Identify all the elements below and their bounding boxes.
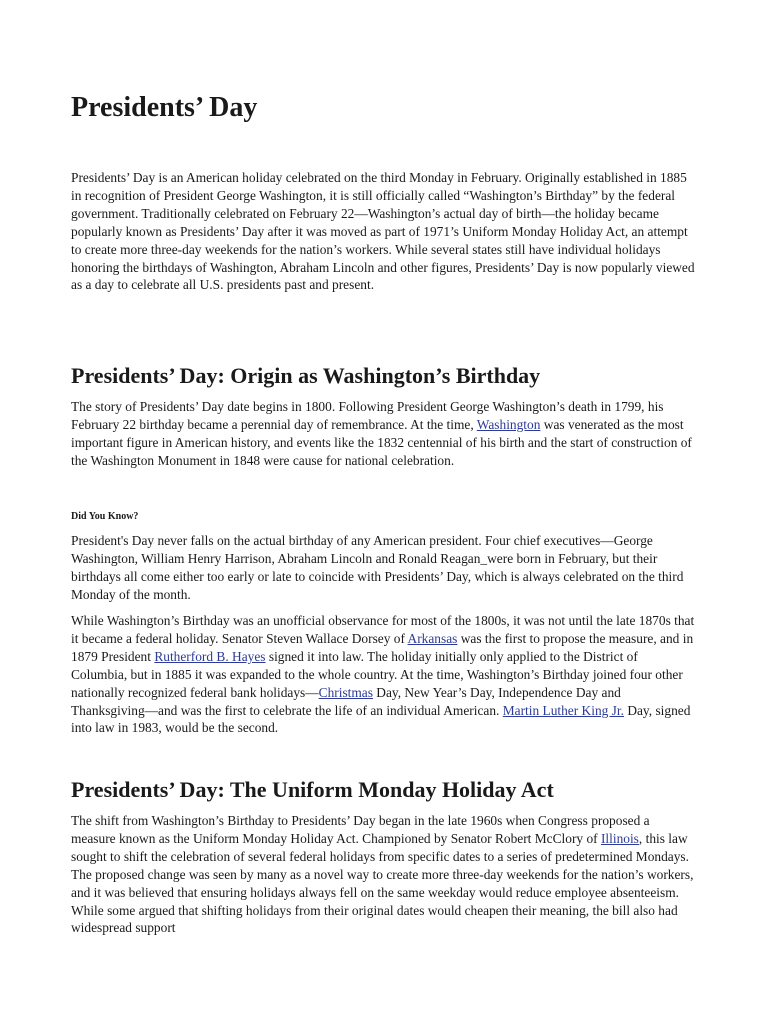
section-heading-origin: Presidents’ Day: Origin as Washington’s Birthday: [71, 363, 541, 388]
paragraph-text: Day, New Year’s Day, Independence Day and Thanksgiving—and was the first to celebrate the life of an individual American.: [71, 684, 621, 718]
paragraph-text: While Washington’s Birthday was an unofficial observance for most of the 1800s, it was not until the late 1870s that it became a federal holiday. Senator Steven Wallace Dorsey of: [71, 613, 695, 646]
did-you-know-label: Did You Know?: [71, 511, 139, 522]
uniform-monday-paragraph: [71, 812, 696, 937]
paragraph-text: was venerated as the most important figure in American history, and events like the 1832 centennial of his birth and the start of construction of the Washington Monument in 1848 were cause for national celebration.: [71, 416, 692, 468]
paragraph-text: Day, signed into law in 1983, would be the second.: [71, 702, 691, 736]
washington-link[interactable]: Washington: [476, 416, 541, 432]
rutherford-b-hayes-link[interactable]: Rutherford B. Hayes: [154, 648, 266, 664]
intro-paragraph: Presidents’ Day is an American holiday celebrated on the third Monday in February. Originally established in 1885 in recognition of President George Washington, it is still officially called “Washington’s Birthday” by the federal government. Traditionally celebrated on February 22—Washington’s actual day of birth—the holiday became popularly known as Presidents’ Day after it was moved as part of 1971’s Uniform Monday Holiday Act, an attempt to create more three-day weekends for the nation’s workers. While several states still have individual holidays honoring the birthdays of Washington, Abraham Lincoln and other figures, Presidents’ Day is now popularly viewed as a day to celebrate all U.S. presidents past and present.: [71, 170, 695, 293]
section-heading-uniform-monday: Presidents’ Day: The Uniform Monday Holiday Act: [71, 777, 554, 802]
paragraph-text: , this law sought to shift the celebration of several federal holidays from specific dates to a series of predetermined Mondays. The proposed change was seen by many as a novel way to create more three-day weekends for the nation’s workers, and it was believed that ensuring holidays always fell on the same weekday would reduce employee absenteeism. While some argued that shifting holidays from their original dates would cheapen their meaning, the bill also had widespread support: [71, 830, 694, 936]
martin-luther-king-jr-link[interactable]: Martin Luther King Jr.: [502, 702, 624, 718]
paragraph-text: was the first to propose the measure, and in 1879 President: [71, 630, 694, 664]
paragraph-text: The shift from Washington’s Birthday to Presidents’ Day began in the late 1960s when Congress proposed a measure known as the Uniform Monday Holiday Act. Championed by Senator Robert McClory of: [71, 813, 650, 846]
origin-paragraph: [71, 398, 696, 470]
christmas-link[interactable]: Christmas: [318, 684, 373, 700]
illinois-link[interactable]: Illinois: [600, 830, 639, 846]
did-you-know-paragraph: President's Day never falls on the actual birthday of any American president. Four chief executives—George Washington, William Henry Harrison, Abraham Lincoln and Ronald Reagan_were born in February, but their birthdays all come either too early or late to coincide with Presidents’ Day, which is always celebrated on the third Monday of the month.: [71, 533, 684, 602]
paragraph-text: The story of Presidents’ Day date begins in 1800. Following President George Washington’s death in 1799, his February 22 birthday became a perennial day of remembrance. At the time,: [71, 399, 664, 432]
page-title: Presidents’ Day: [71, 92, 258, 123]
federal-holiday-paragraph: [71, 612, 696, 737]
paragraph-text: signed it into law. The holiday initially only applied to the District of Columbia, but in 1885 it was expanded to the whole country. At the time, Washington’s Birthday joined four other nationally recognized federal bank holidays—: [71, 648, 683, 700]
arkansas-link[interactable]: Arkansas: [407, 630, 458, 646]
